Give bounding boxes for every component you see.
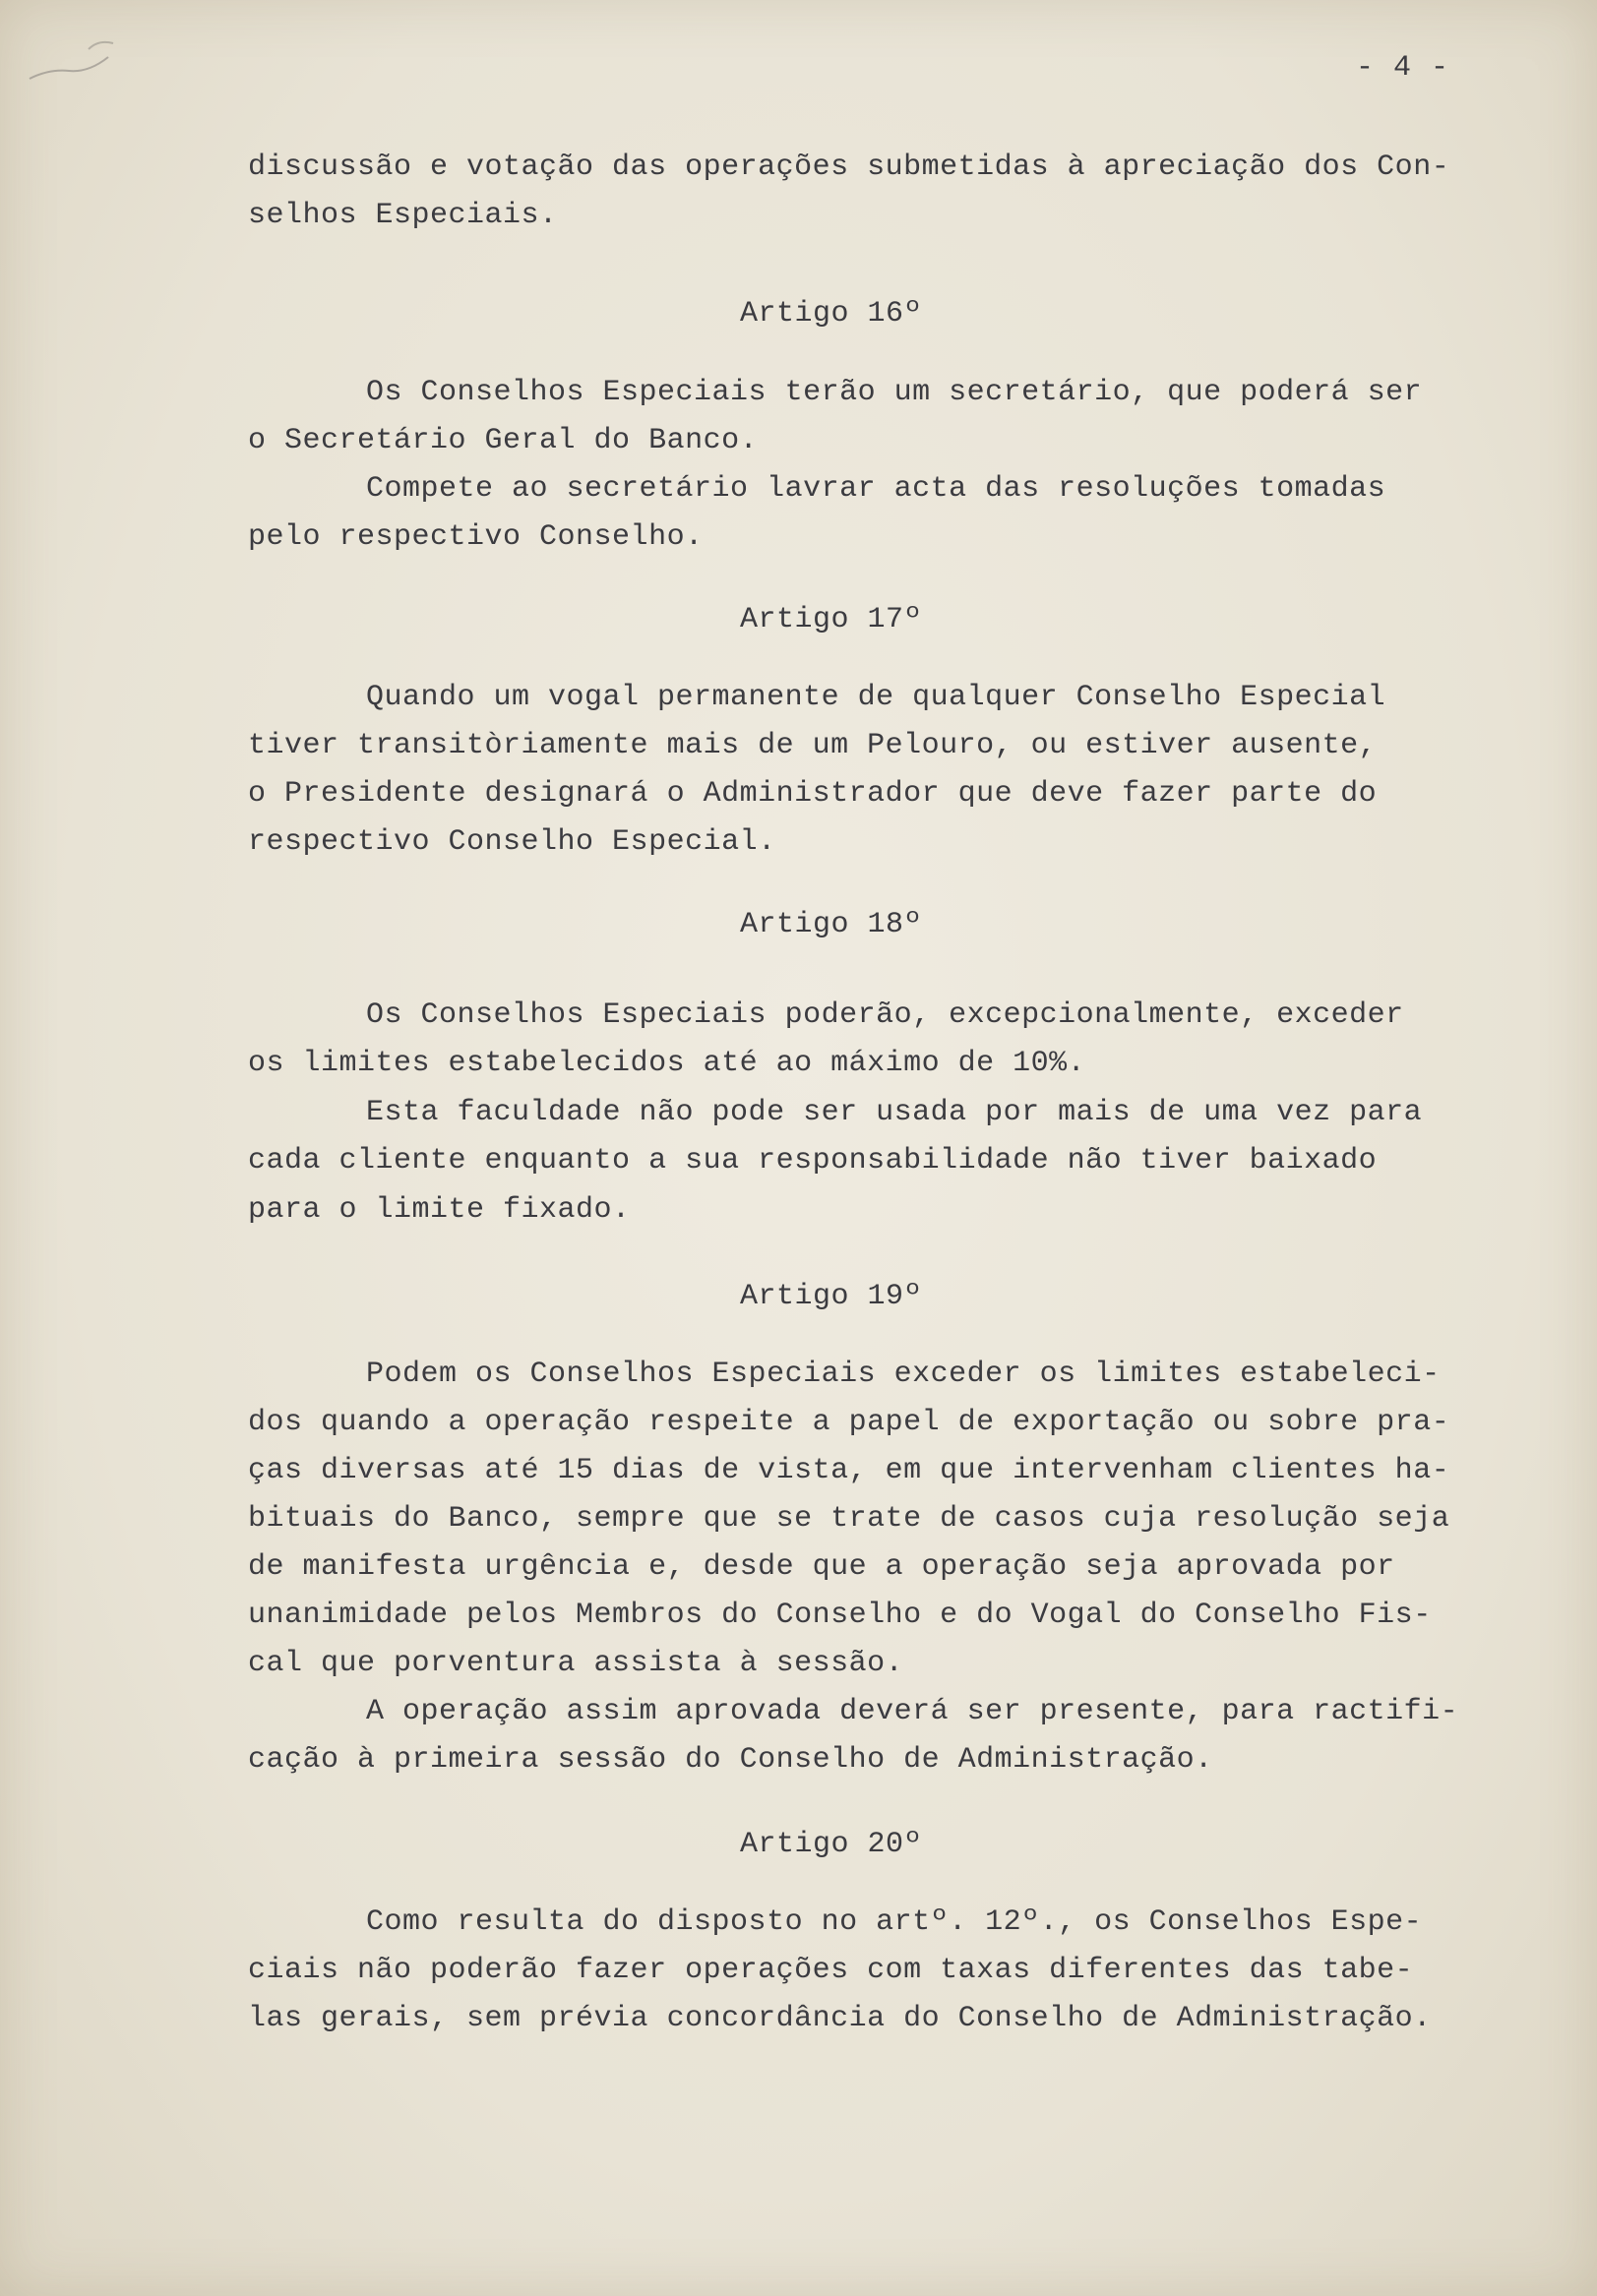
article-18-line: os limites estabelecidos até ao máximo de 10%. <box>248 1047 1086 1080</box>
intro-line: selhos Especiais. <box>248 199 558 232</box>
article-16-line: Compete ao secretário lavrar acta das resoluções tomadas <box>366 472 1386 506</box>
page-number: - 4 - <box>1356 51 1450 85</box>
article-17-line: o Presidente designará o Administrador que deve fazer parte do <box>248 777 1378 811</box>
article-20-line: las gerais, sem prévia concordância do Conselho de Administração. <box>248 2002 1432 2035</box>
article-heading-18: Artigo 18º <box>740 908 923 941</box>
article-19-line: cação à primeira sessão do Conselho de Administração. <box>248 1743 1213 1777</box>
article-heading-20: Artigo 20º <box>740 1828 923 1861</box>
intro-line: discussão e votação das operações submetidas à apreciação dos Con- <box>248 151 1450 184</box>
article-16-line: o Secretário Geral do Banco. <box>248 424 759 457</box>
article-18-line: Os Conselhos Especiais poderão, excepcionalmente, exceder <box>366 998 1404 1032</box>
corner-pencil-mark <box>20 30 128 89</box>
article-17-line: respectivo Conselho Especial. <box>248 825 776 859</box>
article-19-line: unanimidade pelos Membros do Conselho e do Vogal do Conselho Fis- <box>248 1599 1432 1632</box>
article-20-line: Como resulta do disposto no artº. 12º., os Conselhos Espe- <box>366 1905 1423 1939</box>
article-19-line: dos quando a operação respeite a papel de exportação ou sobre pra- <box>248 1406 1450 1439</box>
article-18-line: cada cliente enquanto a sua responsabilidade não tiver baixado <box>248 1144 1378 1178</box>
article-heading-19: Artigo 19º <box>740 1280 923 1313</box>
article-20-line: ciais não poderão fazer operações com taxas diferentes das tabe- <box>248 1954 1414 1987</box>
article-19-line: ças diversas até 15 dias de vista, em que intervenham clientes ha- <box>248 1454 1450 1487</box>
article-17-line: tiver transitòriamente mais de um Pelouro, ou estiver ausente, <box>248 729 1378 762</box>
article-19-line: A operação assim aprovada deverá ser presente, para ractifi- <box>366 1695 1459 1728</box>
article-18-line: Esta faculdade não pode ser usada por mais de uma vez para <box>366 1096 1423 1129</box>
article-19-line: cal que porventura assista à sessão. <box>248 1647 904 1680</box>
article-17-line: Quando um vogal permanente de qualquer Conselho Especial <box>366 681 1386 714</box>
article-heading-16: Artigo 16º <box>740 297 923 331</box>
article-19-line: bituais do Banco, sempre que se trate de casos cuja resolução seja <box>248 1502 1450 1536</box>
article-18-line: para o limite fixado. <box>248 1193 631 1227</box>
article-heading-17: Artigo 17º <box>740 603 923 636</box>
article-19-line: de manifesta urgência e, desde que a operação seja aprovada por <box>248 1550 1395 1584</box>
article-16-line: Os Conselhos Especiais terão um secretário, que poderá ser <box>366 376 1423 409</box>
article-16-line: pelo respectivo Conselho. <box>248 520 704 554</box>
article-19-line: Podem os Conselhos Especiais exceder os limites estabeleci- <box>366 1358 1441 1391</box>
